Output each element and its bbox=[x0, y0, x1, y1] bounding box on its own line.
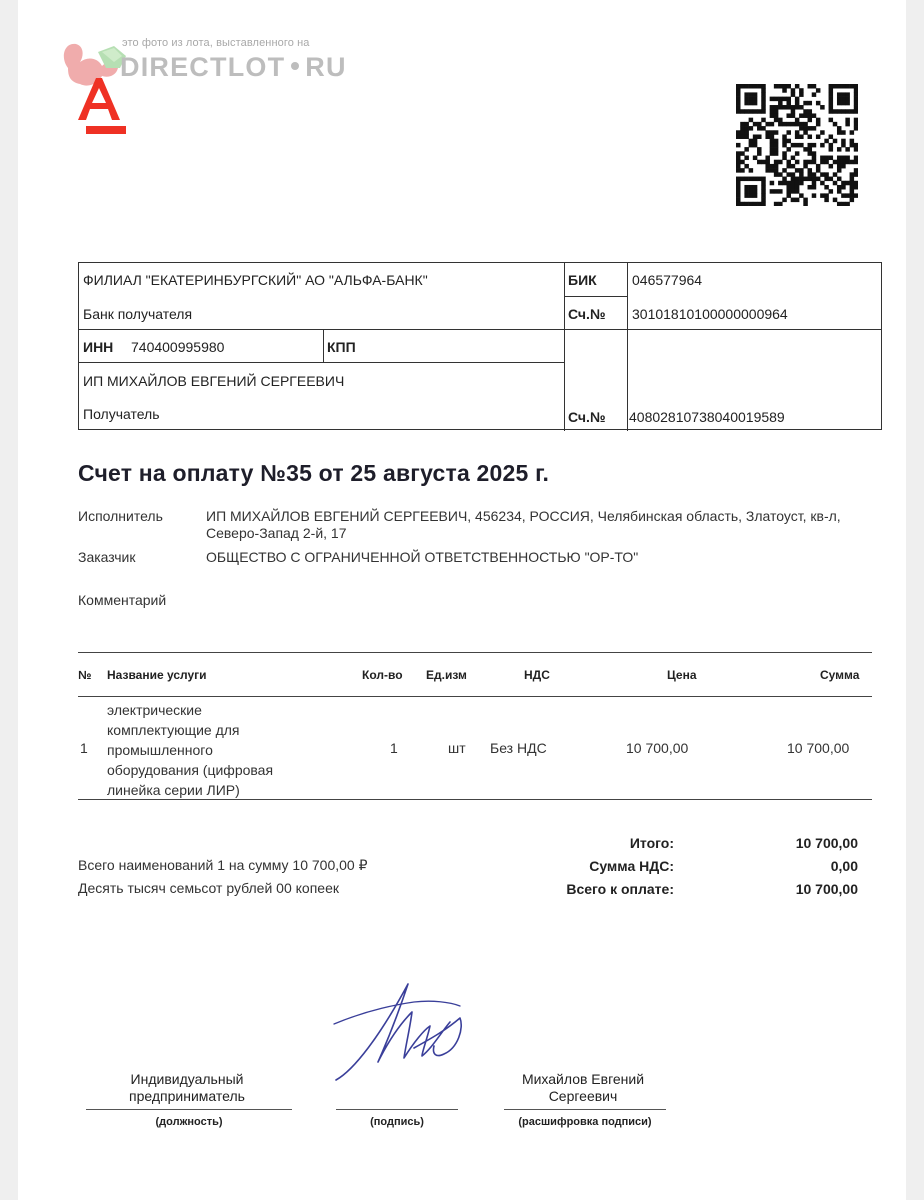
bik-label: БИК bbox=[568, 272, 597, 288]
inn-value: 740400995980 bbox=[131, 339, 225, 355]
caption-name: (расшифровка подписи) bbox=[518, 1116, 652, 1128]
caption-position: (должность) bbox=[155, 1116, 223, 1128]
signer-name bbox=[480, 1071, 686, 1105]
row-name-line: линейка серии ЛИР) bbox=[107, 782, 240, 798]
row-name bbox=[107, 700, 273, 800]
bik-value: 046577964 bbox=[632, 272, 703, 288]
executor-label: Исполнитель bbox=[78, 508, 163, 524]
row-name-line: комплектующие для bbox=[107, 722, 240, 738]
name-line bbox=[504, 1109, 666, 1110]
total-value: 10 700,00 bbox=[795, 835, 858, 851]
signer-position bbox=[84, 1071, 290, 1105]
signer-position-line: предприниматель bbox=[129, 1088, 245, 1104]
caption-signature: (подпись) bbox=[370, 1116, 424, 1128]
invoice-page bbox=[18, 0, 906, 1200]
qr-code-icon bbox=[736, 84, 858, 206]
comment-label: Комментарий bbox=[78, 592, 167, 608]
items-count-text: Всего наименований 1 на сумму 10 700,00 ₽ bbox=[78, 857, 368, 873]
total-label: Итого: bbox=[629, 835, 674, 851]
watermark-site-right: RU bbox=[305, 52, 347, 82]
vat-total-value: 0,00 bbox=[830, 858, 858, 874]
row-num: 1 bbox=[80, 740, 88, 756]
account-value: 40802810738040019589 bbox=[629, 409, 785, 425]
watermark-site-left: DIRECTLOT bbox=[120, 52, 286, 82]
account-label: Сч.№ bbox=[568, 409, 606, 425]
executor-value: ИП МИХАЙЛОВ ЕВГЕНИЙ СЕРГЕЕВИЧ, 456234, РОССИЯ, Челябинская область, Златоуст, кв-л, Северо-Запад 2-й, 17 bbox=[206, 508, 841, 541]
recipient-label: Получатель bbox=[83, 406, 160, 422]
watermark-caption: это фото из лота, выставленного на bbox=[122, 37, 310, 49]
vat-total-label: Сумма НДС: bbox=[589, 858, 674, 874]
signer-name-line: Сергеевич bbox=[548, 1088, 618, 1104]
row-sum: 10 700,00 bbox=[787, 740, 850, 756]
bank-name: ФИЛИАЛ "ЕКАТЕРИНБУРГСКИЙ" АО "АЛЬФА-БАНК" bbox=[83, 272, 428, 288]
due-label: Всего к оплате: bbox=[566, 881, 674, 897]
row-unit: шт bbox=[448, 740, 466, 756]
col-header-num: № bbox=[78, 668, 92, 682]
col-header-qty: Кол-во bbox=[362, 668, 403, 682]
handwritten-signature-icon bbox=[328, 978, 468, 1086]
recipient-name: ИП МИХАЙЛОВ ЕВГЕНИЙ СЕРГЕЕВИЧ bbox=[83, 373, 345, 389]
row-name-line: электрические bbox=[107, 702, 202, 718]
row-vat: Без НДС bbox=[490, 740, 547, 756]
corr-account-label: Сч.№ bbox=[568, 306, 606, 322]
row-name-line: промышленного bbox=[107, 742, 213, 758]
row-price: 10 700,00 bbox=[626, 740, 689, 756]
alfa-underline bbox=[86, 126, 126, 134]
bank-details-table bbox=[78, 262, 882, 430]
amount-in-words: Десять тысяч семьсот рублей 00 копеек bbox=[78, 880, 339, 896]
signer-name-line: Михайлов Евгений bbox=[521, 1071, 645, 1087]
col-header-sum: Сумма bbox=[820, 668, 860, 682]
kpp-label: КПП bbox=[327, 339, 356, 355]
col-header-price: Цена bbox=[667, 668, 697, 682]
signer-position-line: Индивидуальный bbox=[130, 1071, 244, 1087]
signature-line bbox=[336, 1109, 458, 1110]
position-line bbox=[86, 1109, 292, 1110]
watermark-dot bbox=[291, 62, 299, 70]
col-header-vat: НДС bbox=[524, 668, 550, 682]
watermark-site bbox=[120, 52, 347, 83]
items-table bbox=[78, 652, 872, 802]
inn-label: ИНН bbox=[83, 339, 114, 355]
watermark-mascot-icon bbox=[64, 44, 126, 86]
row-qty: 1 bbox=[390, 740, 398, 756]
invoice-title: Счет на оплату №35 от 25 августа 2025 г. bbox=[78, 460, 550, 486]
due-value: 10 700,00 bbox=[795, 881, 858, 897]
customer-label: Заказчик bbox=[78, 549, 136, 565]
corr-account-value: 30101810100000000964 bbox=[632, 306, 788, 322]
bank-label: Банк получателя bbox=[83, 306, 193, 322]
row-name-line: оборудования (цифровая bbox=[107, 762, 274, 778]
col-header-unit: Ед.изм bbox=[426, 668, 467, 682]
col-header-name: Название услуги bbox=[107, 668, 207, 682]
customer-value: ОБЩЕСТВО С ОГРАНИЧЕННОЙ ОТВЕТСТВЕННОСТЬЮ "ОР-ТО" bbox=[206, 549, 639, 565]
